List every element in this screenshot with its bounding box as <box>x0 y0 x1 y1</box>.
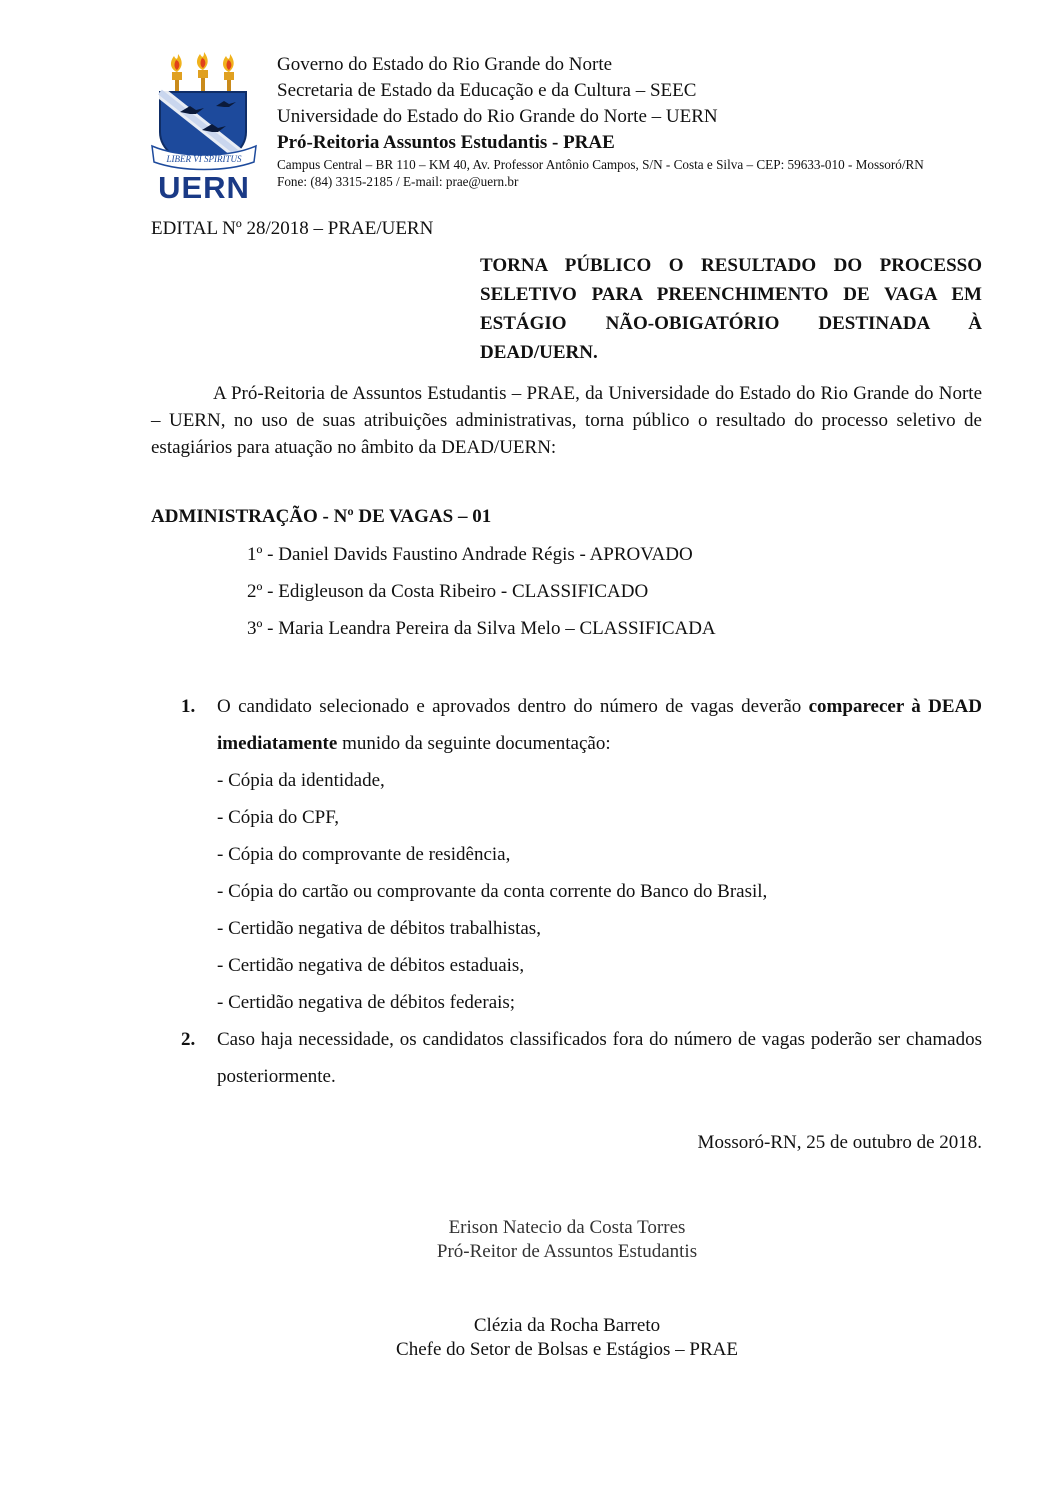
ranking-item: 1º - Daniel Davids Faustino Andrade Régis - APROVADO <box>247 544 693 565</box>
document-item: - Cópia do comprovante de residência, <box>217 844 511 865</box>
item-number: 1. <box>181 696 196 717</box>
signatory-role: Pró-Reitor de Assuntos Estudantis <box>436 1241 698 1262</box>
document-item: - Certidão negativa de débitos trabalhistas, <box>217 918 541 939</box>
signatory-name: Erison Natecio da Costa Torres <box>448 1217 686 1238</box>
ranking-item: 3º - Maria Leandra Pereira da Silva Melo – CLASSIFICADA <box>247 618 716 639</box>
item-text: Caso haja necessidade, os candidatos classificados fora do número de vagas poderão ser chamados posteriormente. <box>217 1029 982 1087</box>
document-item: - Certidão negativa de débitos federais; <box>217 992 516 1013</box>
header-line-university: Universidade do Estado do Rio Grande do Norte – UERN <box>277 106 718 127</box>
section-title: ADMINISTRAÇÃO - Nº DE VAGAS – 01 <box>151 506 492 527</box>
edital-summary: TORNA PÚBLICO O RESULTADO DO PROCESSO SELETIVO PARA PREENCHIMENTO DE VAGA EM ESTÁGIO NÃO-OBIGATÓRIO DESTINADA À DEAD/UERN. <box>480 255 982 363</box>
item-number: 2. <box>181 1029 196 1050</box>
document-list <box>151 762 982 1021</box>
signature-block <box>0 1314 1058 1362</box>
item-text-emphasis: comparecer à DEAD imediatamente <box>217 696 982 754</box>
intro-paragraph: A Pró-Reitoria de Assuntos Estudantis – PRAE, da Universidade do Estado do Rio Grande do Norte – UERN, no uso de suas atribuições administrativas, torna público o resultado do processo seletivo de estagiários para atuação no âmbito da DEAD/UERN: <box>151 383 982 458</box>
header-line-secretariat: Secretaria de Estado da Educação e da Cultura – SEEC <box>277 80 697 101</box>
logo-motto: LIBER VI SPIRITUS <box>166 154 242 164</box>
instruction-item-1 <box>151 688 982 762</box>
place-and-date: Mossoró-RN, 25 de outubro de 2018. <box>697 1132 982 1153</box>
torch-icon <box>223 54 234 94</box>
header-line-government: Governo do Estado do Rio Grande do Norte <box>277 54 613 75</box>
header-address: Campus Central – BR 110 – KM 40, Av. Professor Antônio Campos, S/N - Costa e Silva – CEP: 59633-010 - Mossoró/RN <box>277 157 924 172</box>
signatory-name: Clézia da Rocha Barreto <box>473 1315 661 1336</box>
signatory-role: Chefe do Setor de Bolsas e Estágios – PRAE <box>396 1339 738 1360</box>
document-item: - Cópia da identidade, <box>217 770 385 791</box>
signature-block <box>0 1216 1058 1264</box>
header-office: Pró-Reitoria Assuntos Estudantis - PRAE <box>277 132 615 153</box>
torch-icon <box>197 52 208 92</box>
header-contact: Fone: (84) 3315-2185 / E-mail: prae@uern.br <box>277 174 519 189</box>
item-text: munido da seguinte documentação: <box>337 733 611 754</box>
edital-number: EDITAL Nº 28/2018 – PRAE/UERN <box>151 218 434 239</box>
document-item: - Cópia do CPF, <box>217 807 339 828</box>
letterhead <box>277 52 997 190</box>
logo-wordmark: UERN <box>158 170 250 205</box>
item-text: O candidato selecionado e aprovados dentro do número de vagas deverão <box>217 696 809 717</box>
instruction-item-2 <box>151 1021 982 1095</box>
document-item: - Certidão negativa de débitos estaduais, <box>217 955 525 976</box>
uern-logo <box>150 50 258 206</box>
ranking-list <box>247 543 716 654</box>
uern-crest-icon <box>150 50 258 174</box>
document-item: - Cópia do cartão ou comprovante da conta corrente do Banco do Brasil, <box>217 881 768 902</box>
torch-icon <box>171 54 182 94</box>
ranking-item: 2º - Edigleuson da Costa Ribeiro - CLASSIFICADO <box>247 581 649 602</box>
instructions-list <box>151 688 982 1095</box>
